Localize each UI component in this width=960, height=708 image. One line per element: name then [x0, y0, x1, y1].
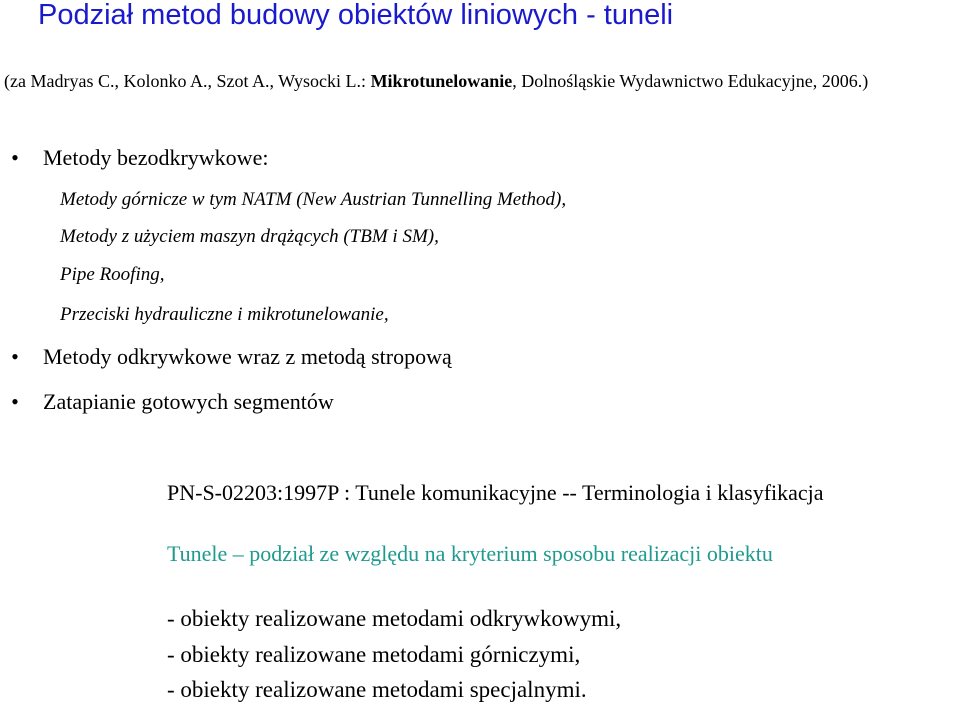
tunnel-type-mining: - obiekty realizowane metodami górniczymi, [167, 642, 581, 667]
standard-reference: PN-S-02203:1997P : Tunele komunikacyjne -- Terminologia i klasyfikacja [167, 480, 824, 505]
bullet-icon: • [11, 145, 19, 170]
bullet-icon: • [11, 389, 19, 414]
sub-item-pipe-roofing: Pipe Roofing, [60, 264, 165, 285]
slide-title: Podział metod budowy obiektów liniowych - tuneli [38, 0, 674, 31]
bullet-text: Metody odkrywkowe wraz z metodą stropową [43, 344, 452, 369]
sub-item-natm: Metody górnicze w tym NATM (New Austrian Tunnelling Method), [60, 189, 567, 210]
source-citation [4, 70, 868, 92]
tunnel-type-open-cut: - obiekty realizowane metodami odkrywkowymi, [167, 606, 622, 631]
bullet-immersed-segments [0, 385, 960, 419]
sub-item-microtunneling: Przeciski hydrauliczne i mikrotunelowanie, [60, 304, 389, 325]
citation-book-title: Mikrotunelowanie [370, 71, 513, 91]
sub-item-tbm: Metody z użyciem maszyn drążących (TBM i SM), [60, 226, 439, 247]
citation-publisher: , Dolnośląskie Wydawnictwo Edukacyjne, 2006.) [512, 71, 869, 91]
bullet-icon: • [11, 344, 19, 369]
citation-authors: (za Madryas C., Kolonko A., Szot A., Wysocki L.: [4, 71, 371, 91]
bullet-text: Zatapianie gotowych segmentów [43, 389, 334, 414]
classification-heading: Tunele – podział ze względu na kryterium sposobu realizacji obiektu [167, 541, 773, 566]
tunnel-type-special: - obiekty realizowane metodami specjalnymi. [167, 677, 587, 702]
bullet-trenchless-methods [0, 141, 960, 175]
bullet-text: Metody bezodkrywkowe: [43, 145, 269, 170]
bullet-open-cut-methods [0, 340, 960, 374]
